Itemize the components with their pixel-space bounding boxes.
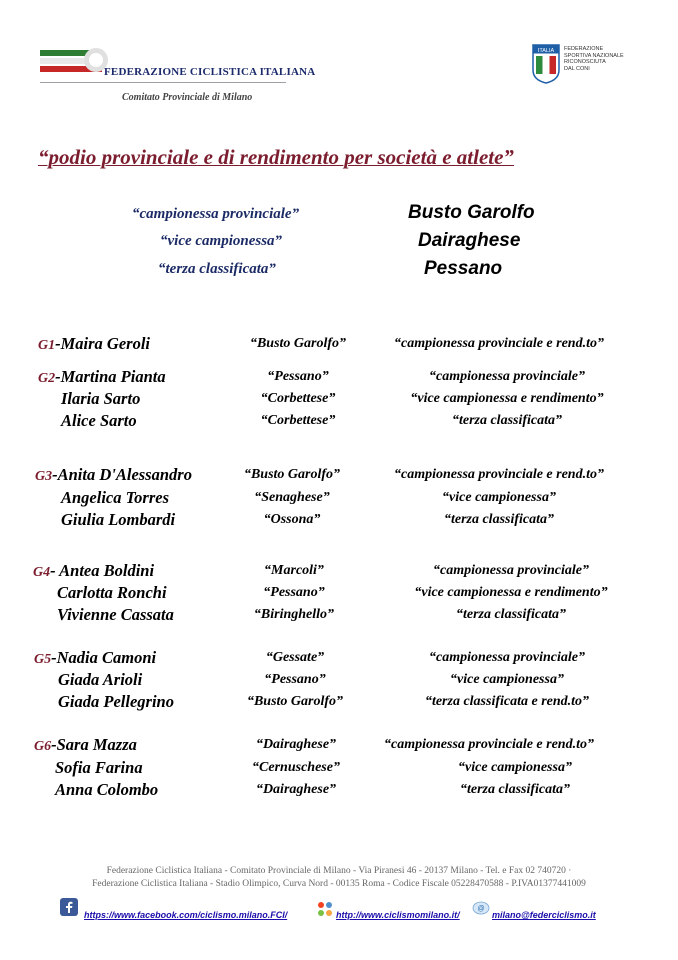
athlete-result: “vice campionessa e rendimento” <box>410 391 604 406</box>
athlete-result: “terza classificata” <box>455 607 567 622</box>
athlete-result: “terza classificata” <box>459 782 571 797</box>
athlete-result: “vice campionessa e rendimento” <box>414 585 608 600</box>
athlete-result: “vice campionessa” <box>450 672 564 687</box>
athlete-club: “Corbettese” <box>260 391 336 406</box>
athlete-name: G3-Anita D'Alessandro <box>35 465 192 484</box>
coni-line: SPORTIVA NAZIONALE <box>564 52 624 59</box>
podium-label: “campionessa provinciale” <box>132 206 300 222</box>
podium-label: “terza classificata” <box>158 261 276 277</box>
athlete-result: “campionessa provinciale” <box>429 650 585 665</box>
athlete-club: “Pessano” <box>267 369 329 384</box>
athlete-name: G4- Antea Boldini <box>33 561 155 580</box>
coni-shield-icon <box>532 44 560 84</box>
coni-line: RICONOSCIUTA <box>564 59 606 65</box>
group-code: G4 <box>33 565 51 580</box>
athlete-club: “Busto Garolfo” <box>246 694 344 709</box>
athlete-name: Vivienne Cassata <box>57 605 174 624</box>
athlete-name: Anna Colombo <box>55 780 159 799</box>
svg-text:@: @ <box>477 905 485 913</box>
footer-address-line: Federazione Ciclistica Italiana - Comitato Provinciale di Milano - Via Piranesi 46 - 20137 Milano - Tel. e Fax 02 740720 · <box>106 866 572 876</box>
athlete-name-text: Nadia Camoni <box>56 648 157 667</box>
athlete-club: “Cernuschese” <box>252 760 340 775</box>
athlete-club: “Ossona” <box>263 512 321 527</box>
athlete-club: “Gessate” <box>265 650 325 665</box>
podium-team: Busto Garolfo <box>408 202 535 223</box>
athlete-club: “Dairaghese” <box>255 782 337 797</box>
athlete-result: “terza classificata” <box>451 413 563 428</box>
header-divider <box>40 82 286 83</box>
athlete-name: Giada Pellegrino <box>58 692 174 711</box>
footer-address-line: Federazione Ciclistica Italiana - Stadio Olimpico, Curva Nord - 00135 Roma - Codice Fiscale 05228470588 - P.IVA01377441009 <box>92 879 586 889</box>
athlete-result: “terza classificata” <box>443 512 555 527</box>
coni-line: FEDERAZIONE <box>564 46 604 52</box>
coni-shield-label: ITALIA <box>537 48 555 54</box>
page-title: “podio provinciale e di rendimento per società e atlete” <box>38 145 514 169</box>
athlete-name: Carlotta Ronchi <box>57 583 167 602</box>
facebook-icon <box>60 898 78 916</box>
coni-text <box>564 46 624 72</box>
org-name: FEDERAZIONE CICLISTICA ITALIANA <box>104 66 316 78</box>
athlete-name: Giada Arioli <box>58 670 143 689</box>
athlete-club: “Biringhello” <box>253 607 335 622</box>
athlete-name: G5-Nadia Camoni <box>34 648 157 667</box>
athlete-result: “vice campionessa” <box>458 760 572 775</box>
group-code: G2 <box>38 371 56 386</box>
athlete-result: “campionessa provinciale” <box>429 369 585 384</box>
group-code: G5 <box>34 652 52 667</box>
org-subtitle: Comitato Provinciale di Milano <box>122 92 253 103</box>
athlete-club: “Corbettese” <box>260 413 336 428</box>
athlete-club: “Pessano” <box>263 585 325 600</box>
podium-team: Pessano <box>424 258 503 279</box>
athlete-name: Sofia Farina <box>55 758 143 777</box>
athlete-club: “Senaghese” <box>254 490 330 505</box>
athlete-name-text: Maira Geroli <box>60 334 151 353</box>
athlete-result: “campionessa provinciale e rend.to” <box>394 467 604 482</box>
athlete-name-text: Sara Mazza <box>56 735 137 754</box>
group-code: G1 <box>38 338 56 353</box>
podium-label: “vice campionessa” <box>160 233 283 249</box>
athlete-name-text: Anita D'Alessandro <box>57 465 192 484</box>
athlete-result: “terza classificata e rend.to” <box>424 694 590 709</box>
website-link[interactable]: http://www.ciclismomilano.it/ <box>336 910 460 920</box>
athlete-club: “Busto Garolfo” <box>243 467 341 482</box>
fci-logo-icon <box>40 42 110 80</box>
athlete-result: “vice campionessa” <box>442 490 556 505</box>
podium-team: Dairaghese <box>418 230 521 251</box>
athlete-name: G6-Sara Mazza <box>34 735 137 754</box>
athlete-name: G2-Martina Pianta <box>38 367 166 386</box>
group-code: G3 <box>35 469 53 484</box>
group-code: G6 <box>34 739 52 754</box>
joomla-icon <box>316 900 334 918</box>
athlete-name: Alice Sarto <box>61 411 137 430</box>
email-icon <box>472 898 490 916</box>
athlete-name-text: Martina Pianta <box>60 367 166 386</box>
coni-line: DAL CONI <box>564 65 590 72</box>
athlete-name-text: Antea Boldini <box>59 561 155 580</box>
email-link[interactable]: milano@federciclismo.it <box>492 910 596 920</box>
athlete-name: Angelica Torres <box>61 488 170 507</box>
athlete-result: “campionessa provinciale e rend.to” <box>394 336 604 351</box>
athlete-result: “campionessa provinciale” <box>433 563 589 578</box>
athlete-name: Ilaria Sarto <box>61 389 141 408</box>
athlete-name: Giulia Lombardi <box>61 510 176 529</box>
athlete-club: “Busto Garolfo” <box>249 336 347 351</box>
athlete-result: “campionessa provinciale e rend.to” <box>384 737 594 752</box>
facebook-link[interactable]: https://www.facebook.com/ciclismo.milano.FCI/ <box>84 910 288 920</box>
athlete-club: “Marcoli” <box>264 563 324 578</box>
athlete-name: G1-Maira Geroli <box>38 334 151 353</box>
athlete-club: “Dairaghese” <box>255 737 337 752</box>
athlete-club: “Pessano” <box>264 672 326 687</box>
